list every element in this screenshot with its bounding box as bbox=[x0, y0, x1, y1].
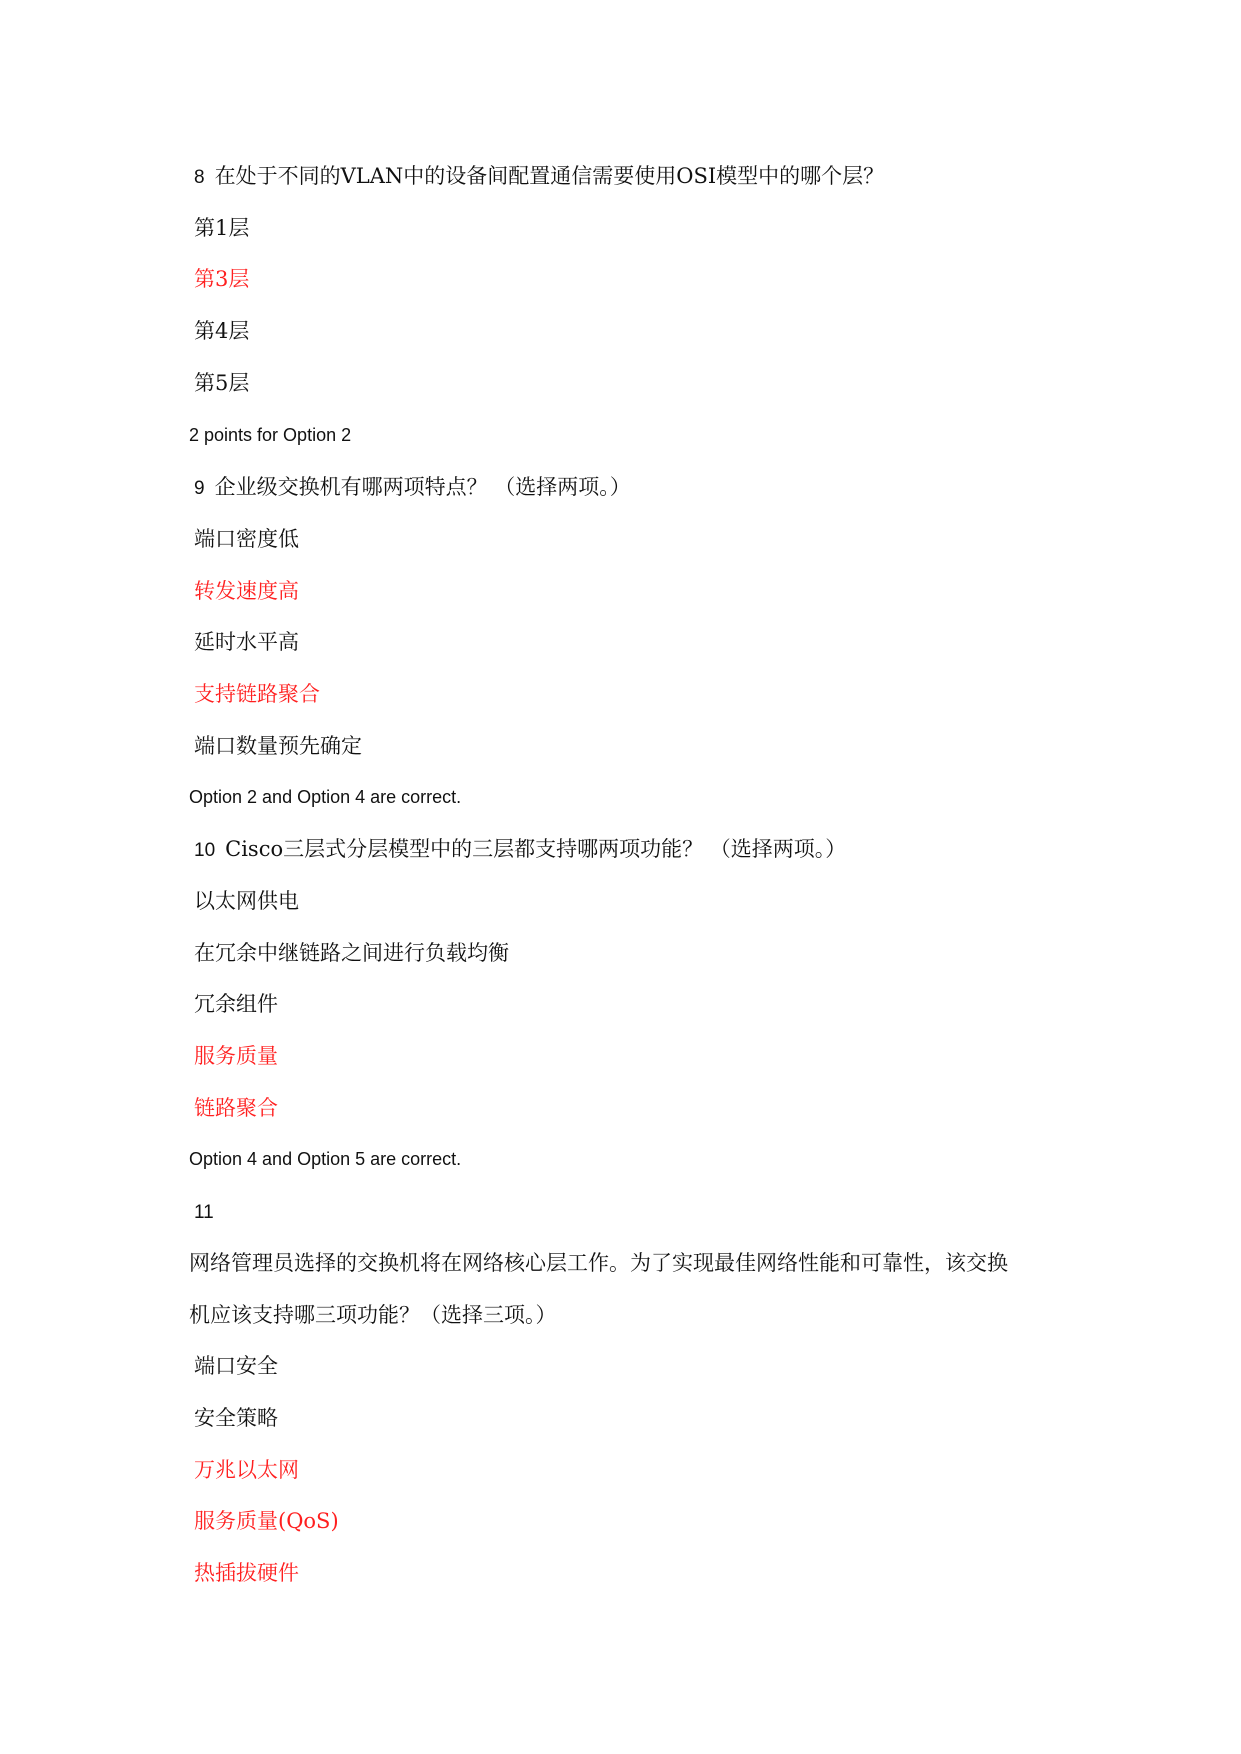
q10-option-1: 以太网供电 bbox=[194, 889, 299, 913]
question-text: Cisco三层式分层模型中的三层都支持哪两项功能？ （选择两项。） bbox=[225, 837, 847, 861]
q8-option-1: 第1层 bbox=[194, 216, 250, 240]
question-8 bbox=[194, 162, 884, 192]
q8-option-4: 第5层 bbox=[194, 371, 250, 395]
q10-option-5-correct: 链路聚合 bbox=[194, 1096, 278, 1120]
question-number: 10 bbox=[194, 840, 216, 861]
q8-answer-note: 2 points for Option 2 bbox=[189, 425, 352, 445]
question-text: 企业级交换机有哪两项特点？ （选择两项。） bbox=[214, 475, 631, 499]
q8-option-3: 第4层 bbox=[194, 319, 250, 343]
question-number: 11 bbox=[194, 1202, 214, 1223]
q11-option-4-correct: 服务质量(QoS) bbox=[194, 1509, 339, 1533]
q9-option-2-correct: 转发速度高 bbox=[194, 579, 299, 603]
question-number: 8 bbox=[194, 167, 205, 188]
question-number: 9 bbox=[194, 478, 205, 499]
q10-option-4-correct: 服务质量 bbox=[194, 1044, 278, 1068]
question-9 bbox=[194, 473, 631, 503]
q9-option-1: 端口密度低 bbox=[194, 527, 299, 551]
q9-answer-note: Option 2 and Option 4 are correct. bbox=[189, 787, 462, 807]
q11-question-line-1: 网络管理员选择的交换机将在网络核心层工作。为了实现最佳网络性能和可靠性，该交换 bbox=[189, 1251, 1008, 1275]
q8-option-2-correct: 第3层 bbox=[194, 267, 250, 291]
q10-answer-note: Option 4 and Option 5 are correct. bbox=[189, 1149, 462, 1169]
question-10 bbox=[194, 835, 846, 865]
q9-option-5: 端口数量预先确定 bbox=[194, 734, 362, 758]
q11-option-3-correct: 万兆以太网 bbox=[194, 1458, 299, 1482]
q9-option-4-correct: 支持链路聚合 bbox=[194, 682, 320, 706]
q9-option-3: 延时水平高 bbox=[194, 630, 299, 654]
q10-option-3: 冗余组件 bbox=[194, 992, 278, 1016]
q11-option-2: 安全策略 bbox=[194, 1406, 278, 1430]
q10-option-2: 在冗余中继链路之间进行负载均衡 bbox=[194, 941, 509, 965]
q11-option-1: 端口安全 bbox=[194, 1354, 278, 1378]
question-11 bbox=[194, 1197, 224, 1227]
question-text: 在处于不同的VLAN中的设备间配置通信需要使用OSI模型中的哪个层？ bbox=[214, 164, 885, 188]
q11-option-5-correct: 热插拔硬件 bbox=[194, 1561, 299, 1585]
q11-question-line-2: 机应该支持哪三项功能？（选择三项。） bbox=[189, 1303, 557, 1327]
